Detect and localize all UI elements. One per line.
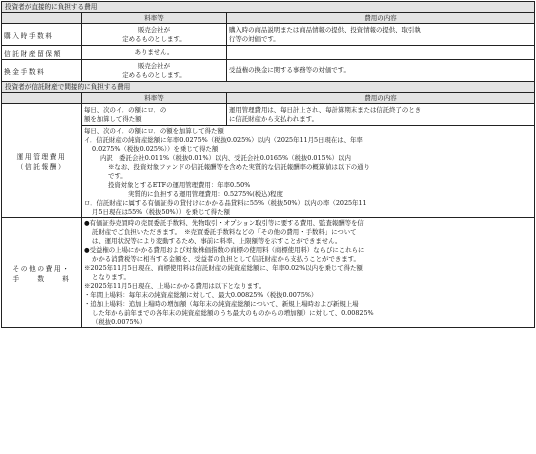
direct-section-header-row <box>2 2 535 13</box>
purchase-fee-label: 購入時手数料 <box>2 24 82 46</box>
table-row-mgmt-fee-detail <box>2 126 535 218</box>
other-fees-line: かかる消費税等に相当する金額を、受益者の負担として信託財産から支払うことができます。 <box>92 254 360 263</box>
mgmt-detail-line: 月5日現在は55%（税抜50%））を乗じて得た額 <box>92 207 230 216</box>
direct-header-blank <box>2 13 82 24</box>
mgmt-detail-line: イ．信託財産の純資産総額に年率0.0275%（税抜0.025%）以内（2025年11月5日現在は、年率 <box>84 135 363 144</box>
table-row-purchase-fee <box>2 24 535 46</box>
indirect-header-blank <box>2 93 82 104</box>
purchase-fee-content <box>227 24 535 46</box>
other-fees-line: した年から前年までの各年末の純資産総額のうち最大のものからの増加額）に対して、0.00825% <box>92 308 374 317</box>
fee-table <box>1 1 535 328</box>
mgmt-fee-rate-line-2: 額を加算して得た額 <box>84 114 142 123</box>
purchase-fee-content-line-1: 購入時の商品説明または商品情報の提供、投資情報の提供、取引執 <box>229 25 421 34</box>
mgmt-fee-content-line-2: に信託財産から支払われます。 <box>229 114 318 123</box>
other-fees-line: ●受益権の上場にかかる費用および対象株価指数の商標の使用料（商標使用料）ならびにこれらに <box>84 245 365 254</box>
direct-header-fee: 料率等 <box>82 13 227 24</box>
other-fees-label <box>2 218 82 328</box>
redemption-fee-rate-line-1: 販売会社が <box>138 61 170 70</box>
mgmt-detail-line: 内訳 委託会社0.011%（税抜0.01%）以内、受託会社0.0165%（税抜0.015%）以内 <box>100 153 351 162</box>
mgmt-fee-content-line-1: 運用管理費用は、毎日計上され、毎計算期末または信託終了のとき <box>229 105 422 114</box>
mgmt-fee-rate-line-1: 毎日、次のイ．の額にロ．の <box>84 105 167 114</box>
other-fees-label-line-1: その他の費用・ <box>12 264 71 273</box>
other-fees-line: 託財産でご負担いただきます。 ※売買委託手数料などの「その他の費用・手数料」について <box>92 227 357 236</box>
table-row-trust-retention <box>2 46 535 60</box>
other-fees-content <box>82 218 535 328</box>
direct-column-header-row <box>2 13 535 24</box>
mgmt-detail-line: です。 <box>108 171 127 180</box>
trust-retention-content <box>227 46 535 60</box>
other-fees-line: ・年間上場料：毎年末の純資産総額に対して、最大0.00825%（税抜0.0075%） <box>84 290 318 299</box>
table-row-redemption-fee <box>2 60 535 82</box>
redemption-fee-rate <box>82 60 227 82</box>
other-fees-label-line-2: 手 数 料 <box>12 274 71 283</box>
other-fees-line: となります。 <box>92 272 130 281</box>
mgmt-fee-detail <box>82 126 535 218</box>
mgmt-fee-label <box>2 104 82 218</box>
direct-header-content: 費用の内容 <box>227 13 535 24</box>
other-fees-line: ※2025年11月5日現在、商標使用料は信託財産の純資産総額に、年率0.02%以内を乗じて得た額 <box>84 263 363 272</box>
indirect-section-title: 投資者が信託財産で間接的に負担する費用 <box>2 82 535 93</box>
indirect-column-header-row <box>2 93 535 104</box>
mgmt-detail-line: 実質的に負担する運用管理費用：0.5275%(税込)程度 <box>128 189 283 198</box>
purchase-fee-rate-line-1: 販売会社が <box>138 25 170 34</box>
indirect-section-header-row <box>2 82 535 93</box>
mgmt-detail-line: ※なお、投資対象ファンドの信託報酬等を含めた実質的な信託報酬率の概算値は以下の通り <box>108 162 370 171</box>
table-row-other-fees <box>2 218 535 328</box>
trust-retention-rate-line-1: ありません。 <box>134 48 174 56</box>
table-row-mgmt-fee <box>2 104 535 126</box>
other-fees-line: （税抜0.0075%） <box>92 317 146 326</box>
redemption-fee-rate-line-2: 定めるものとします。 <box>122 70 186 79</box>
mgmt-fee-label-line-1: 運用管理費用 <box>16 152 67 161</box>
other-fees-line: ※2025年11月5日現在、上場にかかる費用は以下となります。 <box>84 281 266 290</box>
mgmt-detail-line: 毎日、次のイ．の額にロ．の額を加算して得た額 <box>84 126 224 135</box>
indirect-header-content: 費用の内容 <box>227 93 535 104</box>
purchase-fee-rate-line-2: 定めるものとします。 <box>122 34 186 43</box>
redemption-fee-content: 受益権の換金に関する事務等の対価です。 <box>227 60 535 82</box>
other-fees-line: は、運用状況等により変動するため、事前に料率、上限額等を示すことができません。 <box>92 236 342 245</box>
indirect-header-fee: 料率等 <box>82 93 227 104</box>
fee-document <box>1 1 534 452</box>
other-fees-line: ●有価証券売買時の売買委託手数料、先物取引・オプション取引等に要する費用、監査報酬等を信 <box>84 218 364 227</box>
mgmt-detail-line: 0.0275%（税抜0.025%））を乗じて得た額 <box>92 144 219 153</box>
mgmt-fee-label-line-2: （信託報酬） <box>16 162 67 171</box>
purchase-fee-content-line-2: 行等の対価です。 <box>229 34 280 43</box>
purchase-fee-rate <box>82 24 227 46</box>
redemption-fee-label: 換金手数料 <box>2 60 82 82</box>
direct-section-title: 投資者が直接的に負担する費用 <box>2 2 535 13</box>
trust-retention-rate <box>82 46 227 60</box>
mgmt-fee-rate <box>82 104 227 126</box>
trust-retention-label: 信託財産留保額 <box>2 46 82 60</box>
mgmt-detail-line: 投資対象とするETFの運用管理費用：年率0.50% <box>108 180 251 189</box>
mgmt-fee-content <box>227 104 535 126</box>
other-fees-line: ・追加上場料：追加上場時の増加額（毎年末の純資産総額について、新規上場時および新規上場 <box>84 299 359 308</box>
mgmt-detail-line: ロ．信託財産に属する有価証券の貸付けにかかる品貸料に55%（税抜50%）以内の率（2025年11 <box>84 198 367 207</box>
